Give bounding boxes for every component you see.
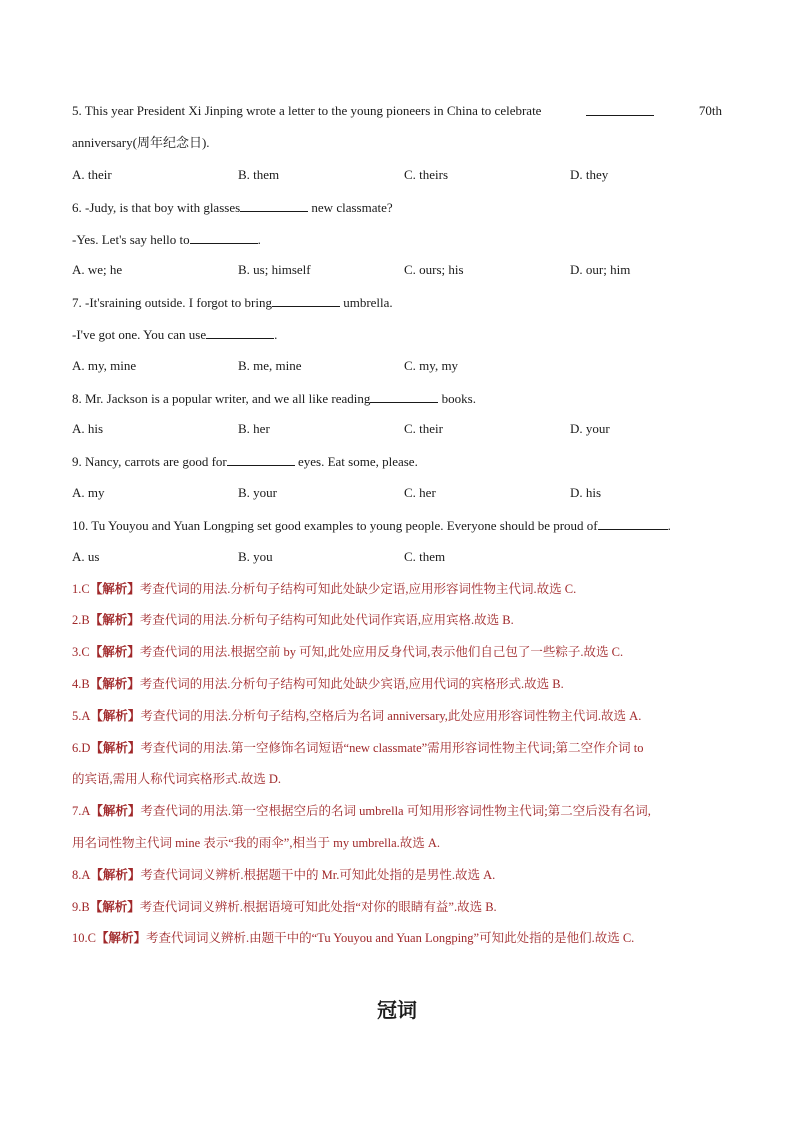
option-b: B. you xyxy=(238,549,273,564)
option-c: C. their xyxy=(404,421,443,436)
analysis-tag: 【解析】 xyxy=(90,804,141,818)
explanation-text: 考查代词词义辨析.由题干中的“Tu Youyou and Yuan Longping”可知此处指的是他们.故选 C. xyxy=(145,931,635,945)
analysis-tag: 【解析】 xyxy=(89,613,140,627)
question-8-line1 xyxy=(72,390,476,407)
explanation-text: 考查代词的用法.第一空修饰名词短语“new classmate”需用形容词性物主代词;第二空作介词 to xyxy=(140,741,644,755)
explanation-8 xyxy=(72,867,495,883)
explanation-7 xyxy=(72,803,651,819)
question-9-text: 9. Nancy, carrots are good for xyxy=(72,454,227,469)
question-9-text-end: eyes. Eat some, please. xyxy=(294,454,418,469)
answer-number: 6.D xyxy=(72,741,91,755)
answer-number: 5.A xyxy=(72,709,91,723)
option-a: A. my xyxy=(72,485,105,500)
explanation-5 xyxy=(72,708,641,724)
question-8-text: 8. Mr. Jackson is a popular writer, and we all like reading xyxy=(72,391,371,406)
option-c: C. ours; his xyxy=(404,262,464,277)
option-a: A. my, mine xyxy=(72,358,137,373)
option-d: D. they xyxy=(570,167,609,182)
option-c: C. theirs xyxy=(404,167,449,182)
analysis-tag: 【解析】 xyxy=(89,645,140,659)
explanation-text: 考查代词的用法.根据空前 by 可知,此处应用反身代词,表示他们自己包了一些粽子.故选 C. xyxy=(139,645,624,659)
question-6-reply: -Yes. Let's say hello to xyxy=(72,232,190,247)
analysis-tag: 【解析】 xyxy=(89,582,140,596)
explanation-text: 考查代词的用法.分析句子结构,空格后为名词 anniversary,此处应用形容词性物主代词.故选 A. xyxy=(140,709,642,723)
analysis-tag: 【解析】 xyxy=(89,900,140,914)
question-10-line1 xyxy=(72,517,671,534)
section-title: 冠词 xyxy=(377,1000,417,1022)
explanation-text: 考查代词的用法.分析句子结构可知此处缺少宾语,应用代词的宾格形式.故选 B. xyxy=(139,677,564,691)
question-6-line1 xyxy=(72,199,393,216)
answer-number: 9.B xyxy=(72,900,90,914)
option-b: B. them xyxy=(238,167,280,182)
explanation-3 xyxy=(72,644,623,660)
explanation-text: 考查代词的用法.分析句子结构可知此处缺少定语,应用形容词性物主代词.故选 C. xyxy=(139,582,577,596)
option-b: B. her xyxy=(238,421,270,436)
answer-number: 3.C xyxy=(72,645,90,659)
answer-blank xyxy=(598,517,668,530)
question-5-line2: anniversary(周年纪念日). xyxy=(72,135,210,150)
answer-number: 2.B xyxy=(72,613,90,627)
explanation-text: 考查代词词义辨析.根据题干中的 Mr.可知此处指的是男性.故选 A. xyxy=(140,868,496,882)
option-d: D. our; him xyxy=(570,262,631,277)
option-b: B. us; himself xyxy=(238,262,311,277)
question-7-text-end: umbrella. xyxy=(339,295,393,310)
explanation-4 xyxy=(72,676,564,692)
analysis-tag: 【解析】 xyxy=(90,868,141,882)
explanation-6-continued: 的宾语,需用人称代词宾格形式.故选 D. xyxy=(72,772,282,786)
answer-number: 4.B xyxy=(72,677,90,691)
question-5-text: 5. This year President Xi Jinping wrote a letter to the young pioneers in China to celebrate xyxy=(72,103,542,118)
analysis-tag: 【解析】 xyxy=(90,709,141,723)
question-10-text: 10. Tu Youyou and Yuan Longping set good examples to young people. Everyone should be proud of xyxy=(72,518,598,533)
question-5-text-end: 70th xyxy=(698,103,722,118)
question-10-text-end: . xyxy=(667,518,671,533)
option-c: C. them xyxy=(404,549,446,564)
option-a: A. us xyxy=(72,549,100,564)
question-7-line1 xyxy=(72,294,393,311)
explanation-10 xyxy=(72,930,634,946)
answer-blank xyxy=(206,326,274,339)
answer-blank xyxy=(240,199,308,212)
explanation-7-continued: 用名词性物主代词 mine 表示“我的雨伞”,相当于 my umbrella.故选 A. xyxy=(72,836,441,850)
question-7-line2 xyxy=(72,326,277,343)
explanation-text: 考查代词的用法.分析句子结构可知此处代词作宾语,应用宾格.故选 B. xyxy=(139,613,514,627)
explanation-1 xyxy=(72,581,576,597)
option-a: A. his xyxy=(72,421,104,436)
answer-blank xyxy=(586,103,654,116)
option-c: C. my, my xyxy=(404,358,459,373)
option-b: B. your xyxy=(238,485,277,500)
option-b: B. me, mine xyxy=(238,358,302,373)
question-6-line2 xyxy=(72,231,261,248)
question-7-reply: -I've got one. You can use xyxy=(72,327,207,342)
analysis-tag: 【解析】 xyxy=(89,677,140,691)
option-d: D. his xyxy=(570,485,602,500)
question-7-reply-end: . xyxy=(274,327,278,342)
option-a: A. we; he xyxy=(72,262,123,277)
question-8-text-end: books. xyxy=(438,391,476,406)
answer-number: 1.C xyxy=(72,582,90,596)
option-d: D. your xyxy=(570,421,610,436)
option-a: A. their xyxy=(72,167,112,182)
answer-number: 10.C xyxy=(72,931,96,945)
question-7-text: 7. -It'sraining outside. I forgot to bring xyxy=(72,295,272,310)
explanation-text: 考查代词的用法.第一空根据空后的名词 umbrella 可知用形容词性物主代词;第二空后没有名词, xyxy=(140,804,651,818)
answer-number: 7.A xyxy=(72,804,91,818)
answer-blank xyxy=(227,453,295,466)
question-6-reply-end: . xyxy=(257,232,261,247)
question-6-text-end: new classmate? xyxy=(308,200,393,215)
answer-blank xyxy=(190,231,258,244)
answer-number: 8.A xyxy=(72,868,91,882)
question-6-text: 6. -Judy, is that boy with glasses xyxy=(72,200,241,215)
question-5-line1 xyxy=(72,103,722,119)
answer-blank xyxy=(370,390,438,403)
analysis-tag: 【解析】 xyxy=(95,931,146,945)
analysis-tag: 【解析】 xyxy=(90,741,141,755)
explanation-6 xyxy=(72,740,644,756)
option-c: C. her xyxy=(404,485,436,500)
explanation-2 xyxy=(72,612,514,628)
question-9-line1 xyxy=(72,453,418,470)
answer-blank xyxy=(272,294,340,307)
explanation-text: 考查代词词义辨析.根据语境可知此处指“对你的眼睛有益”.故选 B. xyxy=(139,900,497,914)
explanation-9 xyxy=(72,899,497,915)
